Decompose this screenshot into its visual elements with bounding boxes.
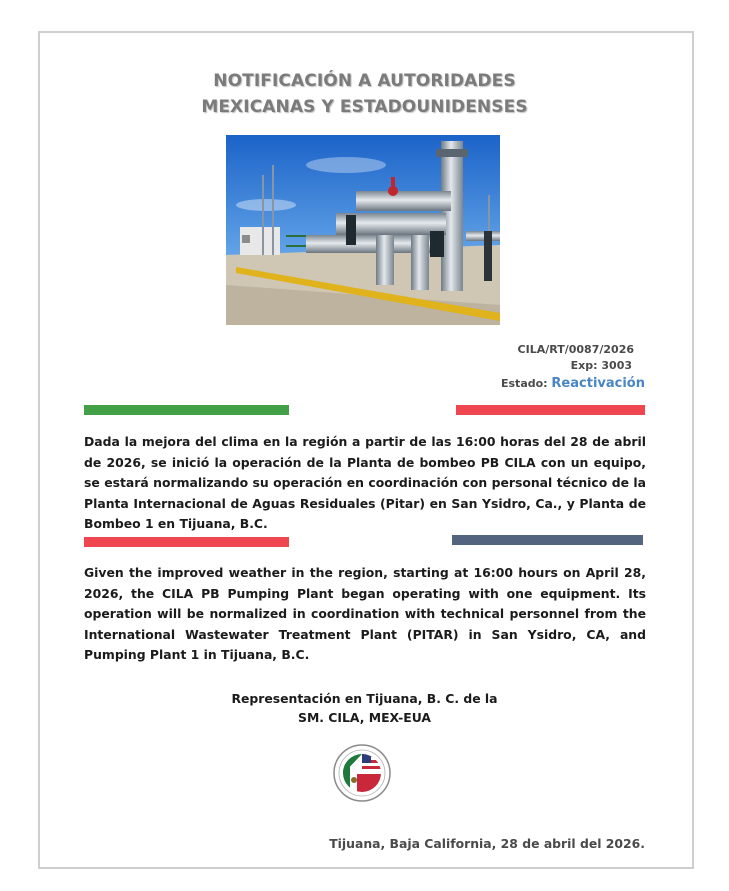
status-label: Estado: — [501, 377, 548, 390]
status-line — [501, 376, 645, 391]
reference-number: CILA/RT/0087/2026 — [517, 343, 634, 356]
red-stripe-middle — [84, 537, 289, 547]
green-stripe — [84, 405, 289, 415]
cila-seal-logo — [333, 744, 391, 802]
red-stripe-top — [456, 405, 645, 415]
spanish-paragraph: Dada la mejora del clima en la región a partir de las 16:00 horas del 28 de abril de 2026, se inició la operación de la Planta de bombeo PB CILA con un equipo, se estará normalizando su operación en coordinación con personal técnico de la Planta Internacional de Aguas Residuales (Pitar) en San Ysidro, Ca., y Planta de Bombeo 1 en Tijuana, B.C. — [84, 434, 646, 531]
status-value: Reactivación — [551, 376, 645, 391]
signature-line-2: SM. CILA, MEX-EUA — [298, 710, 431, 725]
document-title — [0, 68, 729, 120]
title-line-2: MEXICANAS Y ESTADOUNIDENSES — [201, 97, 528, 117]
title-line-1: NOTIFICACIÓN A AUTORIDADES — [213, 71, 516, 91]
slate-stripe — [452, 535, 643, 545]
signature-line-1: Representación en Tijuana, B. C. de la — [231, 691, 498, 706]
footer-place-date: Tijuana, Baja California, 28 de abril del 2026. — [329, 836, 645, 851]
english-paragraph: Given the improved weather in the region, starting at 16:00 hours on April 28, 2026, the CILA PB Pumping Plant began operating with one equipment. Its operation will be normalized in coordination with technical personnel from the International Wastewater Treatment Plant (PITAR) in San Ysidro, CA, and Pumping Plant 1 in Tijuana, B.C. — [84, 565, 646, 662]
expediente-number: Exp: 3003 — [570, 359, 632, 372]
pumping-plant-photo — [226, 135, 500, 325]
